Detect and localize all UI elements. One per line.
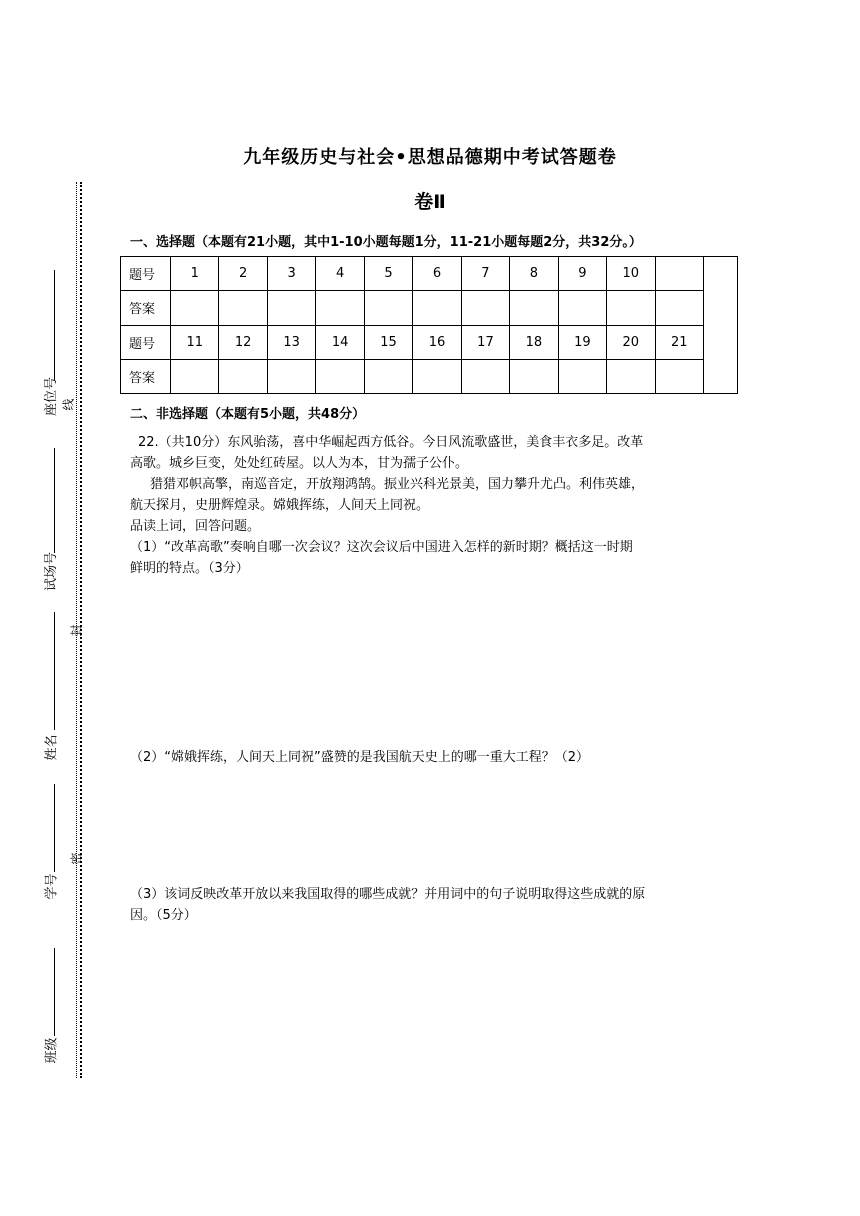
blank-column [704, 257, 738, 394]
answer-cell[interactable] [267, 359, 315, 393]
student-id-label: 学号 [44, 873, 60, 900]
row-label-answer: 答案 [121, 359, 171, 393]
table-row [121, 257, 738, 291]
answer-cell[interactable] [413, 291, 461, 325]
question-number: 5 [364, 257, 412, 291]
poem-line: 高歌。城乡巨变，处处红砖屋。以人为本，甘为孺子公仆。 [130, 456, 469, 471]
page-title: 九年级历史与社会•思想品德期中考试答题卷 [243, 147, 617, 168]
question-number: 11 [171, 325, 219, 359]
answer-cell[interactable] [364, 291, 412, 325]
section2-heading: 二、非选择题（本题有5小题，共48分） [130, 407, 366, 422]
question-number [655, 257, 703, 291]
poem-line: 航天探月，史册辉煌录。嫦娥挥练，人间天上同祝。 [130, 498, 430, 513]
question-number: 18 [510, 325, 558, 359]
sub-question-1-cont: 鲜明的特点。（3分） [130, 561, 249, 576]
table-row [121, 291, 738, 325]
question-number: 6 [413, 257, 461, 291]
question-number: 9 [558, 257, 606, 291]
question-number: 12 [219, 325, 267, 359]
answer-cell[interactable] [171, 359, 219, 393]
answer-cell[interactable] [364, 359, 412, 393]
answer-cell[interactable] [219, 291, 267, 325]
question-number: 2 [219, 257, 267, 291]
answer-cell[interactable] [267, 291, 315, 325]
sub-question-3 [130, 884, 730, 926]
question-number: 20 [607, 325, 655, 359]
row-label-answer: 答案 [121, 291, 171, 325]
exam-room-field[interactable] [54, 448, 55, 553]
answer-cell[interactable] [607, 359, 655, 393]
question-number: 14 [316, 325, 364, 359]
answer-cell[interactable] [413, 359, 461, 393]
question-prompt: 品读上词，回答问题。 [130, 519, 261, 534]
answer-grid [120, 256, 738, 394]
seat-number-label: 座位号 [44, 376, 60, 417]
question-number: 13 [267, 325, 315, 359]
answer-cell[interactable] [171, 291, 219, 325]
seal-marker-secret: 密 [69, 852, 84, 865]
answer-cell[interactable] [558, 291, 606, 325]
question-number: 3 [267, 257, 315, 291]
question-number: 7 [461, 257, 509, 291]
poem-line: 22.（共10分）东风骀荡，喜中华崛起西方低谷。今日风流歌盛世，美食丰衣多足。改革 [138, 435, 644, 450]
answer-cell[interactable] [558, 359, 606, 393]
answer-cell[interactable] [510, 359, 558, 393]
question-number: 10 [607, 257, 655, 291]
answer-cell[interactable] [607, 291, 655, 325]
sub-question-3-cont: 因。（5分） [130, 908, 197, 923]
row-label-number: 题号 [121, 257, 171, 291]
class-label: 班级 [44, 1037, 60, 1064]
sub-question-3-text: （3）该词反映改革开放以来我国取得的哪些成就？并用词中的句子说明取得这些成就的原 [130, 887, 646, 902]
answer-cell[interactable] [219, 359, 267, 393]
answer-cell[interactable] [316, 359, 364, 393]
seal-marker-seal: 封 [69, 624, 84, 637]
answer-cell[interactable] [316, 291, 364, 325]
table-row [121, 325, 738, 359]
section1-heading: 一、选择题（本题有21小题，其中1-10小题每题1分，11-21小题每题2分，共32分。） [130, 235, 642, 250]
seat-number-field[interactable] [54, 270, 55, 380]
answer-cell[interactable] [510, 291, 558, 325]
answer-cell[interactable] [461, 359, 509, 393]
name-label: 姓名 [44, 734, 60, 761]
row-label-number: 题号 [121, 325, 171, 359]
sub-question-2-text: （2）“嫦娥挥练，人间天上同祝”盛赞的是我国航天史上的哪一重大工程？（2） [130, 750, 590, 765]
class-field[interactable] [54, 948, 55, 1036]
answer-cell[interactable] [655, 291, 703, 325]
question-number: 4 [316, 257, 364, 291]
question-number: 19 [558, 325, 606, 359]
exam-room-label: 试场号 [44, 551, 60, 592]
name-field[interactable] [54, 612, 55, 730]
table-row [121, 359, 738, 393]
seal-marker-line: 线 [61, 398, 76, 411]
sub-question-1: （1）“改革高歌”奏响自哪一次会议？这次会议后中国进入怎样的新时期？概括这一时期 [130, 540, 633, 555]
question-number: 8 [510, 257, 558, 291]
question-number: 21 [655, 325, 703, 359]
question-number: 15 [364, 325, 412, 359]
question-number: 1 [171, 257, 219, 291]
student-id-field[interactable] [54, 784, 55, 872]
poem-line: 猎猎邓帜高擎，南巡音定，开放翔鸿鹄。振业兴科光景美，国力攀升尤凸。利伟英雄， [150, 477, 645, 492]
answer-cell[interactable] [655, 359, 703, 393]
sub-question-2 [130, 747, 730, 768]
page-subtitle: 卷Ⅱ [414, 191, 446, 213]
question-22-poem [130, 432, 730, 579]
answer-cell[interactable] [461, 291, 509, 325]
question-number: 16 [413, 325, 461, 359]
question-number: 17 [461, 325, 509, 359]
